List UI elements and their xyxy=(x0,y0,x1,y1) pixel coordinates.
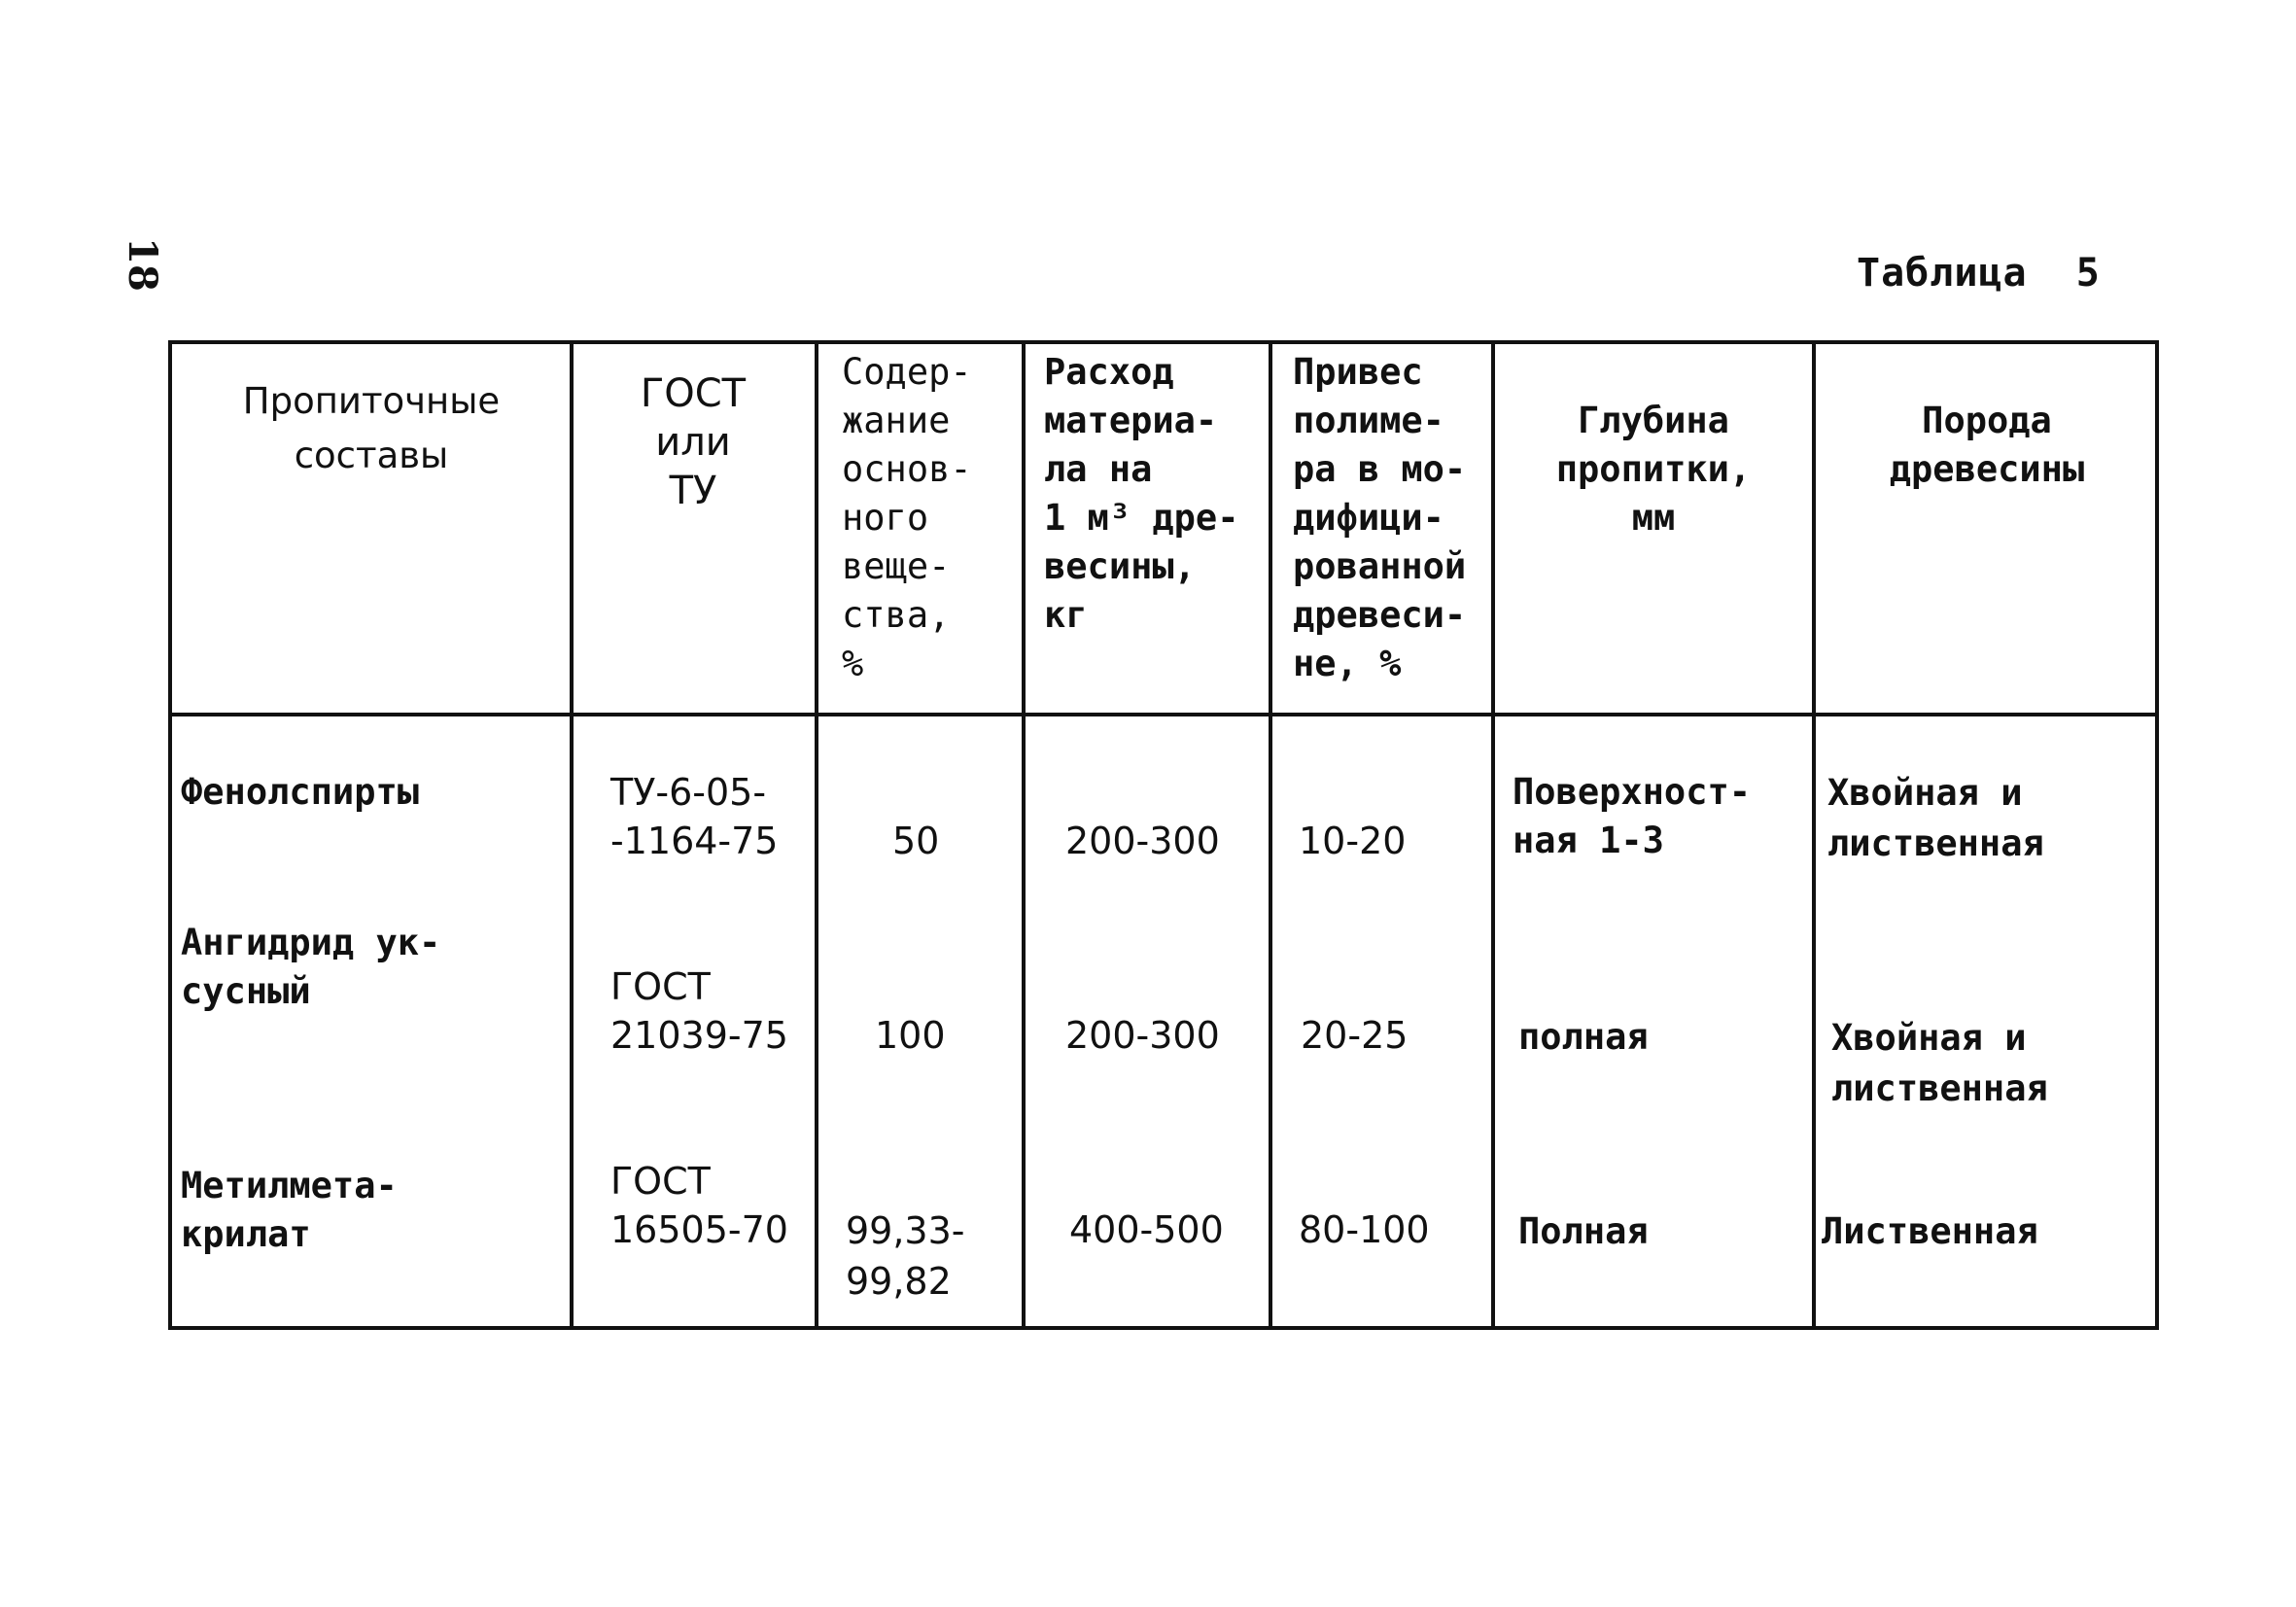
row-3-wood: Лиственная xyxy=(1822,1210,2038,1252)
header-consumption: Расход материа- ла на 1 м³ дре- весины, кг xyxy=(1044,351,1239,636)
row-1-weight-gain: 10-20 xyxy=(1299,820,1407,862)
header-standard: ГОСТ или ТУ xyxy=(640,371,747,513)
table-caption: Таблица 5 xyxy=(1857,251,2101,296)
row-2-depth: полная xyxy=(1518,1016,1649,1058)
row-2-standard: ГОСТ 21039-75 xyxy=(610,965,788,1057)
row-2-content: 100 xyxy=(875,1014,946,1057)
row-3-composition: Метилмета- крилат xyxy=(181,1165,398,1255)
header-weight-gain: Привес полиме- ра в мо- дифици- рованной древеси- не, % xyxy=(1293,351,1467,684)
column-divider xyxy=(1022,340,1026,1330)
column-divider xyxy=(570,340,574,1330)
header-wood: Порода древесины xyxy=(1889,400,2085,490)
row-1-standard: ТУ-6-05- -1164-75 xyxy=(610,771,779,862)
row-1-content: 50 xyxy=(892,820,940,862)
row-1-composition: Фенолспирты xyxy=(181,771,420,813)
row-1-wood: Хвойная и лиственная xyxy=(1827,772,2044,864)
header-divider xyxy=(168,713,2159,716)
header-compositions: Пропиточные составы xyxy=(242,380,501,476)
column-divider xyxy=(1269,340,1272,1330)
row-3-content: 99,33- 99,82 xyxy=(846,1209,965,1303)
row-3-weight-gain: 80-100 xyxy=(1299,1208,1430,1251)
row-3-consumption: 400-500 xyxy=(1069,1208,1224,1251)
row-2-consumption: 200-300 xyxy=(1065,1014,1220,1057)
page-number: 18 xyxy=(119,237,165,292)
column-divider xyxy=(815,340,818,1330)
column-divider xyxy=(1491,340,1495,1330)
row-3-depth: Полная xyxy=(1518,1210,1649,1252)
header-content: Содер- жание основ- ного веще- ства, % xyxy=(842,351,972,684)
row-3-standard: ГОСТ 16505-70 xyxy=(610,1160,788,1251)
row-2-wood: Хвойная и лиственная xyxy=(1831,1017,2048,1109)
row-2-composition: Ангидрид ук- сусный xyxy=(181,922,441,1012)
column-divider xyxy=(1812,340,1816,1330)
header-depth: Глубина пропитки, мм xyxy=(1555,400,1752,539)
row-2-weight-gain: 20-25 xyxy=(1301,1014,1409,1057)
row-1-consumption: 200-300 xyxy=(1065,820,1220,862)
row-1-depth: Поверхност- ная 1-3 xyxy=(1513,771,1752,861)
